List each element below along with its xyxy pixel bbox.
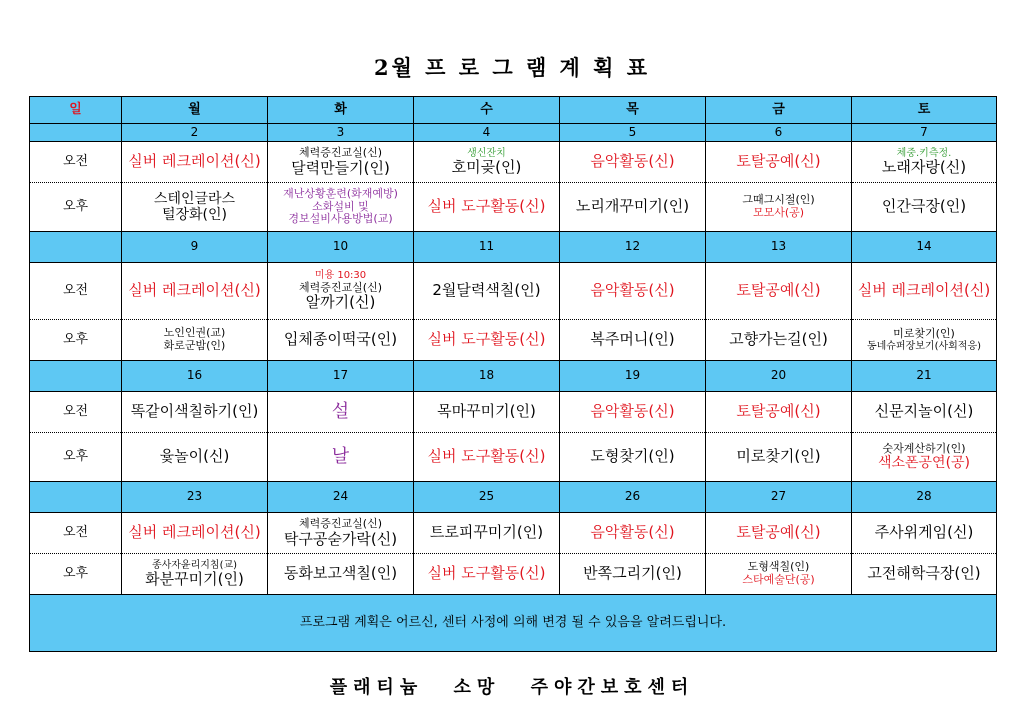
program-cell xyxy=(414,433,560,482)
date-cell: 12 xyxy=(560,232,706,263)
program-text: 소화설비 및 xyxy=(312,199,369,213)
date-cell xyxy=(30,361,122,392)
date-cell: 11 xyxy=(414,232,560,263)
program-cell xyxy=(852,513,997,554)
program-text: 똑같이색칠하기(인) xyxy=(130,402,259,421)
program-text: 체중.키측정. xyxy=(896,147,952,159)
program-cell xyxy=(268,554,414,595)
program-text: 노리개꾸미기(인) xyxy=(575,197,690,216)
am-label: 오전 xyxy=(30,513,122,554)
program-cell xyxy=(122,392,268,433)
date-row xyxy=(30,232,997,263)
program-text: 음악활동(신) xyxy=(590,152,675,171)
center-name: 플래티늄 소망 주야간보호센터 xyxy=(329,677,695,698)
date-cell: 26 xyxy=(560,482,706,513)
weekday-mon: 월 xyxy=(122,97,268,124)
date-cell: 2 xyxy=(122,124,268,142)
program-cell xyxy=(706,183,852,232)
program-text: 실버 도구활동(신) xyxy=(427,564,546,583)
weekday-wed: 수 xyxy=(414,97,560,124)
date-cell: 27 xyxy=(706,482,852,513)
program-text: 실버 레크레이션(신) xyxy=(128,152,261,171)
program-cell xyxy=(852,392,997,433)
program-text: 스테인글라스 xyxy=(153,190,236,207)
date-cell: 24 xyxy=(268,482,414,513)
program-cell xyxy=(122,183,268,232)
program-text: 고향가는길(인) xyxy=(729,330,828,349)
weekday-header-row xyxy=(30,97,997,124)
holiday-text: 설 xyxy=(331,400,350,422)
am-row xyxy=(30,392,997,433)
program-cell xyxy=(852,433,997,482)
program-text: 체력증진교실(신) xyxy=(299,280,382,294)
pm-label: 오후 xyxy=(30,433,122,482)
pm-label: 오후 xyxy=(30,320,122,361)
program-cell xyxy=(122,142,268,183)
program-cell xyxy=(268,513,414,554)
program-cell xyxy=(414,142,560,183)
program-text: 경보설비사용방법(교) xyxy=(288,212,393,226)
program-cell xyxy=(122,263,268,320)
date-cell: 10 xyxy=(268,232,414,263)
program-text: 달력만들기(인) xyxy=(291,158,390,177)
program-text: 실버 레크레이션(신) xyxy=(128,281,261,300)
program-text: 미용 10:30 xyxy=(314,270,367,282)
weekday-tue: 화 xyxy=(268,97,414,124)
date-cell xyxy=(30,482,122,513)
program-cell xyxy=(706,554,852,595)
am-label: 오전 xyxy=(30,142,122,183)
program-cell xyxy=(122,320,268,361)
program-text: 체력증진교실(신) xyxy=(299,146,382,160)
program-cell xyxy=(268,142,414,183)
program-cell xyxy=(122,433,268,482)
program-text: 재난상황훈련(화재예방) xyxy=(283,187,398,201)
program-text: 체력증진교실(신) xyxy=(299,517,382,531)
date-row xyxy=(30,124,997,142)
program-text: 스타예술단(공) xyxy=(742,573,815,586)
program-cell xyxy=(706,320,852,361)
notice-text: 프로그램 계획은 어르신, 센터 사정에 의해 변경 될 수 있음을 알려드립니다. xyxy=(30,595,997,652)
program-text: 그때그시절(인) xyxy=(742,193,815,207)
am-label: 오전 xyxy=(30,392,122,433)
pm-label: 오후 xyxy=(30,183,122,232)
program-cell xyxy=(414,554,560,595)
program-cell xyxy=(560,263,706,320)
date-cell xyxy=(30,232,122,263)
program-cell xyxy=(414,392,560,433)
program-text: 토탈공예(신) xyxy=(736,523,821,542)
pm-row xyxy=(30,554,997,595)
weekday-sat: 토 xyxy=(852,97,997,124)
program-text: 미로찾기(인) xyxy=(893,326,955,340)
program-cell xyxy=(560,554,706,595)
program-text: 실버 레크레이션(신) xyxy=(857,281,991,300)
program-cell xyxy=(706,513,852,554)
program-cell xyxy=(560,142,706,183)
program-cell xyxy=(560,433,706,482)
program-cell xyxy=(560,513,706,554)
program-cell xyxy=(706,263,852,320)
program-text: 음악활동(신) xyxy=(590,281,675,300)
program-text: 2월달력색칠(인) xyxy=(432,281,541,300)
date-cell: 21 xyxy=(852,361,997,392)
program-cell xyxy=(268,320,414,361)
program-cell xyxy=(852,142,997,183)
date-cell: 18 xyxy=(414,361,560,392)
program-text: 색소폰공연(공) xyxy=(877,455,971,472)
program-cell xyxy=(706,142,852,183)
program-cell xyxy=(706,433,852,482)
program-text: 목마꾸미기(인) xyxy=(437,402,536,421)
date-cell: 6 xyxy=(706,124,852,142)
program-text: 미로찾기(인) xyxy=(736,447,821,466)
date-cell: 25 xyxy=(414,482,560,513)
program-cell xyxy=(122,513,268,554)
program-text: 화분꾸미기(인) xyxy=(145,570,244,589)
program-cell xyxy=(268,392,414,433)
date-cell: 3 xyxy=(268,124,414,142)
date-cell: 16 xyxy=(122,361,268,392)
program-text: 복주머니(인) xyxy=(590,330,675,349)
program-cell xyxy=(122,554,268,595)
am-row xyxy=(30,142,997,183)
program-text: 실버 도구활동(신) xyxy=(427,330,546,349)
program-text: 음악활동(신) xyxy=(590,523,675,542)
program-text: 윷놀이(신) xyxy=(159,447,230,466)
date-cell: 5 xyxy=(560,124,706,142)
program-text: 반쪽그리기(인) xyxy=(583,564,682,583)
program-cell xyxy=(414,320,560,361)
pm-label: 오후 xyxy=(30,554,122,595)
program-text: 실버 레크레이션(신) xyxy=(128,523,261,542)
program-text: 동네슈퍼장보기(사회적응) xyxy=(866,340,982,352)
program-cell xyxy=(268,433,414,482)
holiday-text: 날 xyxy=(331,445,350,467)
program-text: 실버 도구활동(신) xyxy=(427,197,546,216)
program-cell xyxy=(852,263,997,320)
am-row xyxy=(30,513,997,554)
program-text: 생신잔치 xyxy=(467,147,506,159)
date-cell: 14 xyxy=(852,232,997,263)
notice-row xyxy=(30,595,997,652)
date-row xyxy=(30,361,997,392)
program-cell xyxy=(414,263,560,320)
date-row xyxy=(30,482,997,513)
program-text: 노래자랑(신) xyxy=(881,158,967,177)
program-text: 인간극장(인) xyxy=(881,197,967,216)
pm-row xyxy=(30,183,997,232)
page-title: 2월 프 로 그 램 계 획 표 xyxy=(373,55,651,80)
program-cell xyxy=(414,513,560,554)
program-text: 모모사(공) xyxy=(752,206,805,219)
program-text: 탁구공숟가락(신) xyxy=(283,529,398,548)
program-text: 동화보고색칠(인) xyxy=(283,564,398,583)
program-cell xyxy=(706,392,852,433)
program-calendar xyxy=(29,96,997,652)
program-cell xyxy=(560,320,706,361)
date-cell: 4 xyxy=(414,124,560,142)
program-text: 입체종이떡국(인) xyxy=(283,330,398,349)
program-text: 토탈공예(신) xyxy=(736,152,821,171)
program-text: 알까기(신) xyxy=(305,293,376,312)
date-cell: 17 xyxy=(268,361,414,392)
date-cell: 20 xyxy=(706,361,852,392)
program-text: 숫자계산하기(인) xyxy=(882,441,966,455)
program-text: 토탈공예(신) xyxy=(736,281,821,300)
program-text: 토탈공예(신) xyxy=(736,402,821,421)
pm-row xyxy=(30,320,997,361)
program-text: 음악활동(신) xyxy=(590,402,675,421)
program-cell xyxy=(560,183,706,232)
program-text: 종사자윤리지침(교) xyxy=(151,559,238,571)
program-cell xyxy=(268,183,414,232)
date-cell xyxy=(30,124,122,142)
program-text: 화로군밤(인) xyxy=(163,339,226,352)
program-text: 털장화(인) xyxy=(161,207,228,223)
program-text: 주사위게임(신) xyxy=(874,523,974,542)
date-cell: 7 xyxy=(852,124,997,142)
program-cell xyxy=(852,183,997,232)
am-row xyxy=(30,263,997,320)
program-text: 트로피꾸미기(인) xyxy=(429,523,544,542)
program-text: 도형색칠(인) xyxy=(747,560,810,574)
program-cell xyxy=(560,392,706,433)
program-text: 실버 도구활동(신) xyxy=(427,447,546,466)
program-cell xyxy=(268,263,414,320)
program-text: 호미곶(인) xyxy=(451,158,522,177)
am-label: 오전 xyxy=(30,263,122,320)
pm-row xyxy=(30,433,997,482)
date-cell: 28 xyxy=(852,482,997,513)
program-text: 노인인권(교) xyxy=(163,326,226,340)
weekday-fri: 금 xyxy=(706,97,852,124)
program-cell xyxy=(852,320,997,361)
program-text: 도형찾기(인) xyxy=(590,447,675,466)
weekday-sun: 일 xyxy=(30,97,122,124)
program-cell xyxy=(852,554,997,595)
date-cell: 19 xyxy=(560,361,706,392)
program-text: 신문지놀이(신) xyxy=(874,402,974,421)
date-cell: 23 xyxy=(122,482,268,513)
weekday-thu: 목 xyxy=(560,97,706,124)
date-cell: 13 xyxy=(706,232,852,263)
program-text: 고전해학극장(인) xyxy=(867,564,981,583)
program-cell xyxy=(414,183,560,232)
date-cell: 9 xyxy=(122,232,268,263)
